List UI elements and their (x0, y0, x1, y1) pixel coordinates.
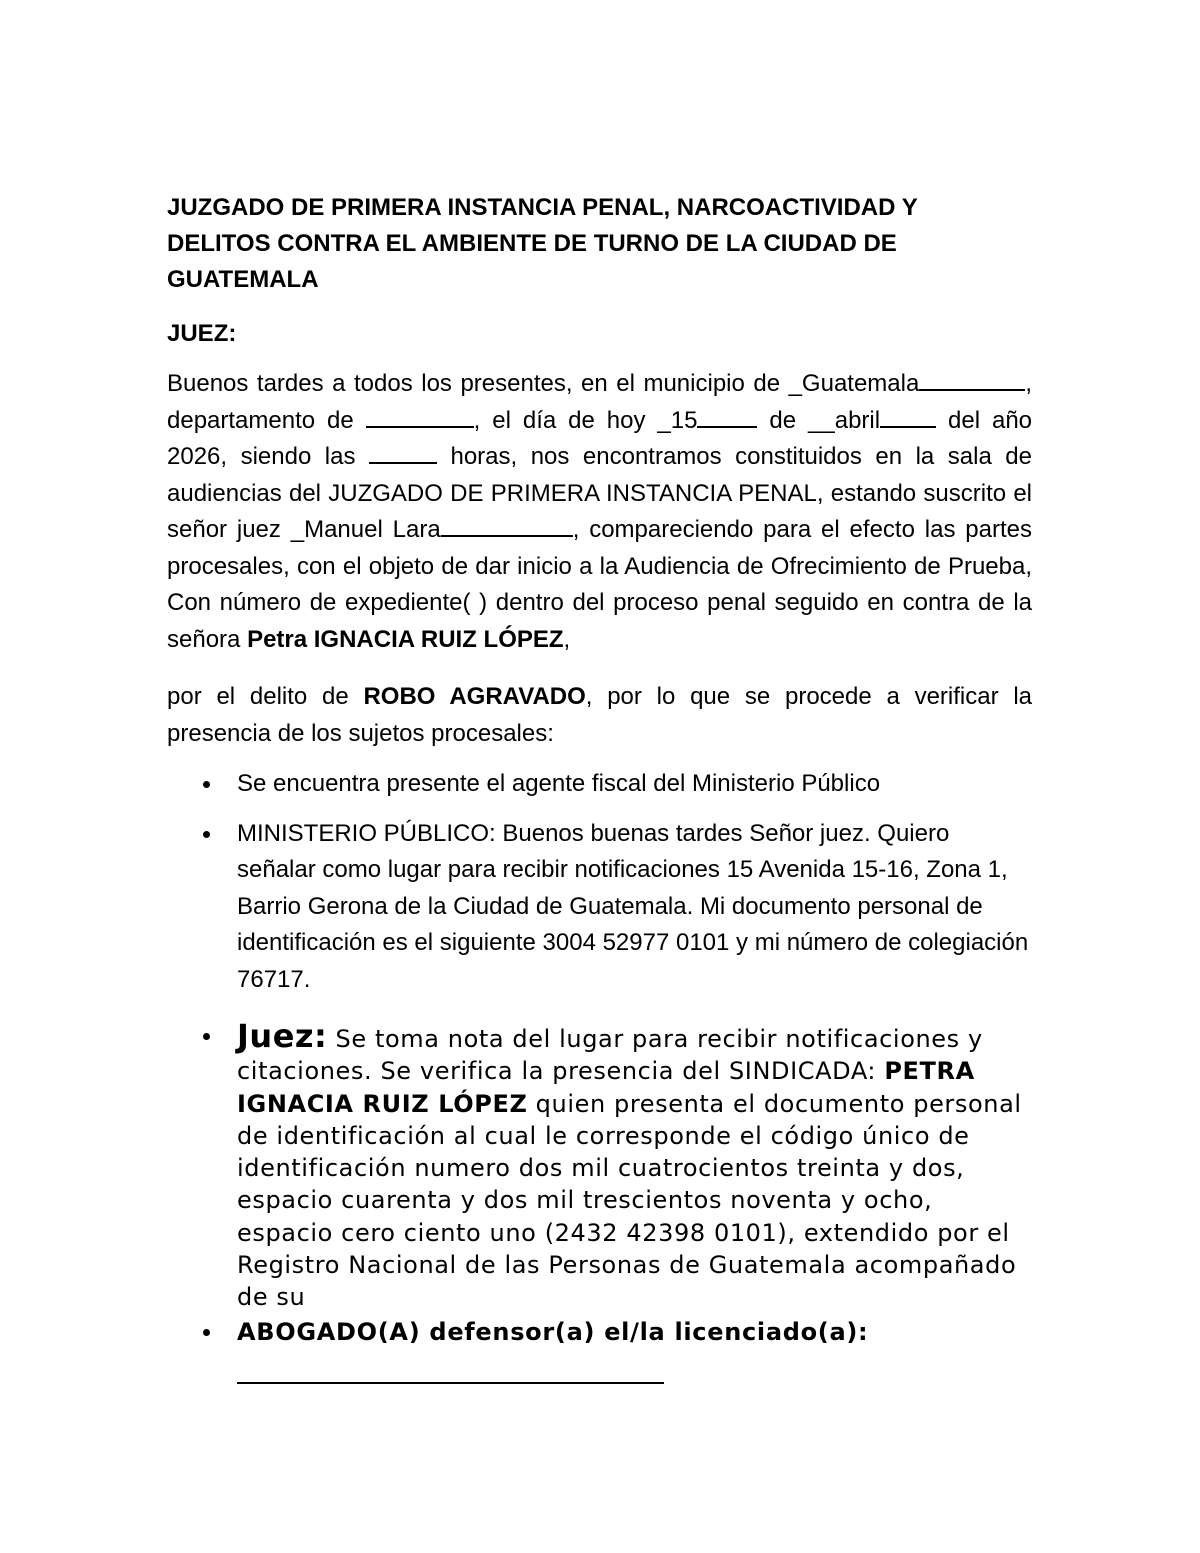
list-item-text: ABOGADO(A) defensor(a) el/la licenciado(a): (237, 1317, 869, 1346)
blank-line (880, 406, 936, 428)
list-item (167, 766, 1032, 803)
bullet-icon (203, 1329, 210, 1336)
intro-text: Buenos tardes a todos los presentes, en el municipio de _Guatemala (167, 370, 920, 397)
document-body (167, 190, 1032, 1384)
bullet-icon (203, 1033, 210, 1040)
list-item-text: Se encuentra presente el agente fiscal del Ministerio Público (237, 770, 881, 797)
charge-text: , por lo que se procede a verificar la presencia de los sujetos procesales: (167, 683, 1033, 747)
court-heading-line: DELITOS CONTRA EL AMBIENTE DE TURNO DE LA CIUDAD DE (167, 230, 897, 257)
list-item (167, 1017, 1032, 1314)
blank-line (441, 515, 573, 537)
judge-speaker-label: Juez: (237, 1017, 328, 1055)
charge-text: por el delito de (167, 683, 364, 710)
intro-text: , el día de hoy _15 (473, 406, 698, 434)
intro-text: horas, nos encontramos constituidos en la sala de audiencias del JUZGADO DE PRIMERA INSTANCIA PENAL, estando suscrito el señor juez _Manuel Lara (167, 443, 1032, 543)
charge-paragraph (167, 678, 1032, 752)
blank-line (369, 442, 437, 464)
list-item-text: MINISTERIO PÚBLICO: Buenos buenas tardes Señor juez. Quiero señalar como lugar para recibir notificaciones 15 Avenida 15-16, Zona 1, Barrio Gerona de la Ciudad de Guatemala. Mi documento personal de identificación es el siguiente 3004 52977 0101 y mi número de colegiación 76717. (237, 819, 1029, 993)
blank-line (697, 406, 757, 428)
intro-text: , compareciendo para el efecto las partes procesales, con el objeto de dar inicio a la Audiencia de Ofrecimiento de Prueba, Con número de expediente( ) dentro del proceso penal seguido en contra de la señora (167, 516, 1033, 653)
list-item (167, 1314, 1032, 1384)
bullet-icon (203, 831, 210, 838)
judge-label: JUEZ: (167, 320, 237, 347)
court-heading (167, 190, 1032, 298)
bullet-icon (203, 781, 210, 788)
blank-line (919, 369, 1025, 391)
court-heading-line: GUATEMALA (167, 266, 319, 293)
intro-text: del año 2026, siendo las (167, 406, 1033, 470)
accused-name: Petra IGNACIA RUIZ LÓPEZ (247, 625, 564, 653)
intro-text: , (563, 625, 571, 653)
intro-text: de __abril (757, 406, 881, 434)
bullet-list (167, 766, 1032, 1384)
crime-name: ROBO AGRAVADO (363, 683, 586, 710)
intro-paragraph (167, 366, 1032, 658)
blank-line (366, 406, 474, 428)
court-heading-line: JUZGADO DE PRIMERA INSTANCIA PENAL, NARCOACTIVIDAD Y (167, 194, 918, 221)
list-item-text: quien presenta el documento personal de identificación al cual le corresponde el código único de identificación numero dos mil cuatrocientos treinta y dos, espacio cuarenta y dos mil trescientos noventa y ocho, espacio cero ciento uno (2432 42398 0101), extendido por el Registro Nacional de las Personas de Guatemala acompañado de su (237, 1089, 1022, 1312)
list-item (167, 816, 1032, 999)
defendant-name: PETRA IGNACIA RUIZ LÓPEZ (237, 1057, 975, 1118)
list-item-text: Se toma nota del lugar para recibir notificaciones y citaciones. Se verifica la presencia del SINDICADA: (237, 1025, 983, 1086)
intro-text: , departamento de (167, 370, 1032, 434)
signature-blank-line (237, 1382, 664, 1384)
